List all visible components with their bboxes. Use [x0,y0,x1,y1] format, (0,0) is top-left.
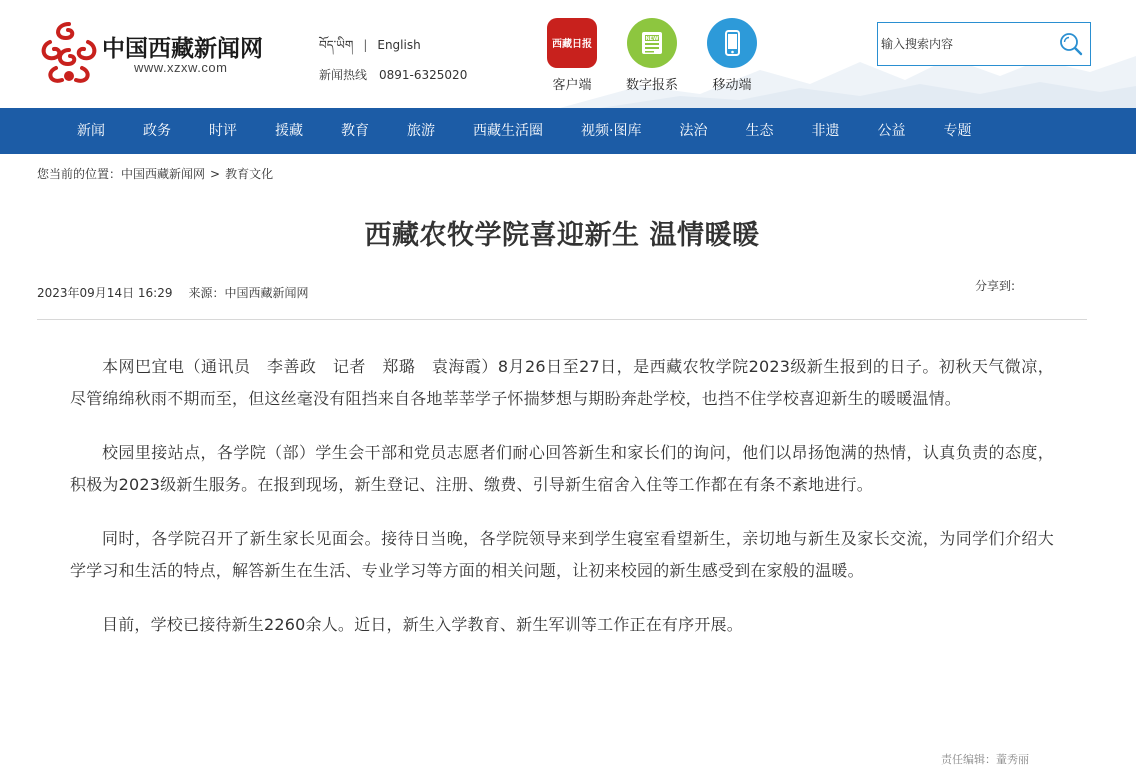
site-logo[interactable] [36,16,286,88]
article-paragraph: 同时，各学院召开了新生家长见面会。接待日当晚，各学院领导来到学生寝室看望新生，亲切地与新生及家长交流，为同学们介绍大学学习和生活的特点，解答新生在生活、专业学习等方面的相关问题，让初来校园的新生感受到在家般的温暖。 [70,529,1054,580]
mobile-site-label: 移动端 [712,78,752,93]
article-paragraph: 本网巴宜电（通讯员 李善政 记者 郑璐 袁海霞）8月26日至27日，是西藏农牧学院2023级新生报到的日子。初秋天气微凉，尽管绵绵秋雨不期而至，但这丝毫没有阻挡来自各地莘莘学子怀揣梦想与期盼奔赴学校，也挡不住学校喜迎新生的暖暖温情。 [70,357,1054,408]
nav-item-education[interactable]: 教育 [341,123,369,139]
article-paragraph: 校园里接站点，各学院（部）学生会干部和党员志愿者们耐心回答新生和家长们的询问，他们以昂扬饱满的热情，认真负责的态度，积极为2023级新生服务。在报到现场，新生登记、注册、缴费、引导新生宿舍入住等工作都在有条不紊地进行。 [70,443,1054,494]
paper-icon-text: NEW [645,36,659,42]
tibetan-link[interactable]: བོད་ཡིག [319,38,354,52]
breadcrumb-current[interactable]: 教育文化 [225,167,274,181]
article-title: 西藏农牧学院喜迎新生 温情暖暖 [364,220,760,251]
nav-item-commentary[interactable]: 时评 [209,123,237,139]
article-paragraph: 目前，学校已接待新生2260余人。近日，新生入学教育、新生军训等工作正在有序开展。 [102,615,743,634]
main-nav [0,108,1136,154]
nav-item-aid-tibet[interactable]: 援藏 [275,123,303,139]
site-url: www.xzxw.com [134,60,228,75]
client-app-label: 客户端 [552,78,592,93]
hotline-label: 新闻热线 [319,68,368,82]
breadcrumb-prefix: 您当前的位置： [37,167,122,181]
breadcrumb-arrow: > [210,167,221,181]
auspicious-cloud-icon [36,16,102,88]
hotline-number: 0891-6325020 [379,68,468,82]
mobile-phone-icon [707,18,757,68]
client-app-link[interactable] [532,18,612,93]
newspaper-icon [627,18,677,68]
language-links [319,32,421,66]
news-hotline [319,66,467,83]
breadcrumb [37,165,273,182]
article-meta [37,284,309,301]
responsible-editor: 责任编辑：蕫秀丽 [941,753,1029,766]
newspaper-logo-icon [547,18,597,68]
nav-item-government[interactable]: 政务 [143,123,171,139]
nav-item-heritage[interactable]: 非遗 [811,123,840,139]
nav-item-charity[interactable]: 公益 [877,123,906,139]
article-body [70,351,1054,663]
nav-item-topics[interactable]: 专题 [943,123,972,139]
nav-item-ecology[interactable]: 生态 [745,123,774,139]
client-icon-text: 西藏日报 [552,39,592,50]
article-datetime: 2023年09月14日 16:29 [37,286,173,300]
article-source: 来源：中国西藏新闻网 [188,286,309,300]
divider [37,319,1087,320]
nav-item-tibet-life[interactable]: 西藏生活圈 [473,123,543,139]
site-title: 中国西藏新闻网 [102,35,263,62]
lang-separator: | [363,38,368,52]
nav-item-law[interactable]: 法治 [679,123,708,139]
site-header [0,0,1136,108]
nav-item-tourism[interactable]: 旅游 [407,123,435,139]
nav-item-news[interactable]: 新闻 [77,123,105,139]
breadcrumb-home[interactable]: 中国西藏新闻网 [121,167,206,181]
english-link[interactable]: English [377,38,421,52]
search-icon[interactable] [1058,31,1084,57]
search-box [877,22,1091,66]
search-input[interactable] [881,34,1051,54]
digital-paper-link[interactable] [612,18,692,93]
nav-item-video-gallery[interactable]: 视频·图库 [581,123,642,139]
share-label: 分享到: [975,279,1016,293]
digital-paper-label: 数字报系 [625,78,678,93]
mobile-site-link[interactable] [692,18,772,93]
